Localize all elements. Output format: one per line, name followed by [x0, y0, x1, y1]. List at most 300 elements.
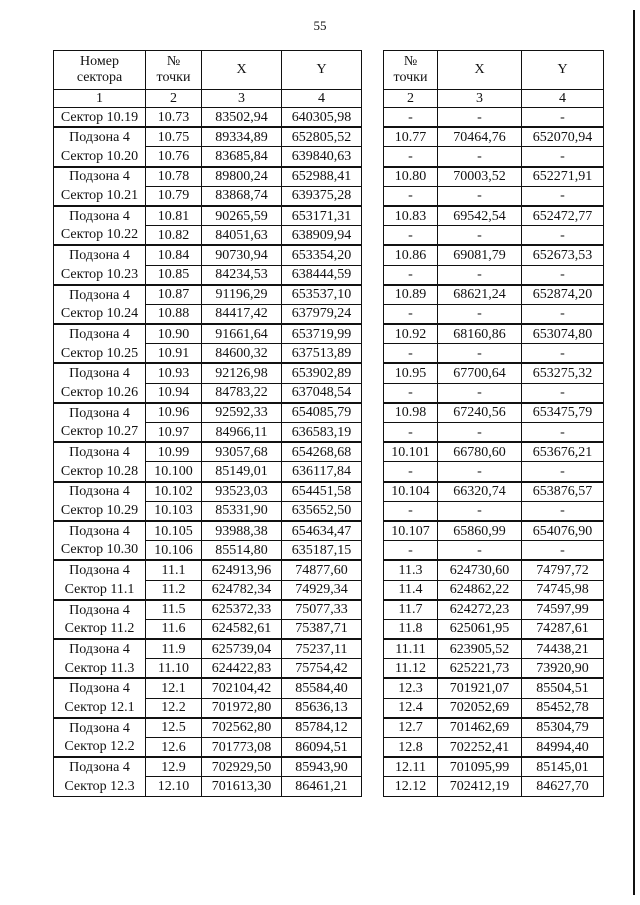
column-number: 4 [282, 90, 362, 108]
table-row [54, 698, 362, 718]
table-cell: 10.80 [384, 167, 438, 187]
table-cell: - [384, 344, 438, 364]
table-cell: 652070,94 [522, 127, 604, 147]
table-cell: 11.12 [384, 659, 438, 679]
table-cell: 75237,11 [282, 639, 362, 659]
table-cell: Сектор 10.25 [54, 344, 146, 364]
column-number: 3 [202, 90, 282, 108]
table-cell: Подзона 4 [54, 718, 146, 738]
table-cell: 65860,99 [438, 521, 522, 541]
table-row [54, 423, 362, 443]
table-cell: 68621,24 [438, 285, 522, 305]
table-cell: 86461,21 [282, 777, 362, 796]
table-cell: 10.79 [146, 186, 202, 206]
table-cell: 67700,64 [438, 363, 522, 383]
table-cell: - [438, 383, 522, 403]
table-row [384, 147, 604, 167]
right-table-body [384, 108, 604, 797]
table-cell: 701773,08 [202, 738, 282, 758]
table-row [384, 738, 604, 758]
table-cell: 74438,21 [522, 639, 604, 659]
table-cell: - [384, 265, 438, 285]
table-row [384, 757, 604, 777]
table-cell: 69542,54 [438, 206, 522, 226]
left-table-body [54, 108, 362, 797]
table-row [384, 718, 604, 738]
table-cell: Сектор 11.2 [54, 619, 146, 639]
table-cell: 85149,01 [202, 462, 282, 482]
table-row [384, 619, 604, 639]
table-cell: - [522, 462, 604, 482]
table-cell: - [522, 304, 604, 324]
table-cell: 84417,42 [202, 304, 282, 324]
table-row [54, 718, 362, 738]
table-cell: - [438, 304, 522, 324]
table-cell: 10.90 [146, 324, 202, 344]
table-cell: Подзона 4 [54, 324, 146, 344]
table-row [54, 777, 362, 796]
table-cell: - [522, 541, 604, 561]
table-cell: 702562,80 [202, 718, 282, 738]
table-row [54, 304, 362, 324]
table-row [54, 442, 362, 462]
table-cell: 91661,64 [202, 324, 282, 344]
right-column-numbers-row [384, 90, 604, 108]
table-row [384, 501, 604, 521]
table-row [54, 344, 362, 364]
table-row [54, 521, 362, 541]
table-cell: 10.87 [146, 285, 202, 305]
table-cell: - [522, 383, 604, 403]
table-cell: 85636,13 [282, 698, 362, 718]
table-cell: 654634,47 [282, 521, 362, 541]
table-row [54, 482, 362, 502]
table-cell: 10.83 [384, 206, 438, 226]
header-point-number: № точки [384, 51, 438, 90]
table-row [54, 580, 362, 600]
table-row [384, 383, 604, 403]
table-cell: 652472,77 [522, 206, 604, 226]
table-row [384, 678, 604, 698]
table-cell: - [438, 344, 522, 364]
table-cell: - [384, 383, 438, 403]
right-header-row [384, 51, 604, 90]
table-cell: 12.10 [146, 777, 202, 796]
table-cell: 84600,32 [202, 344, 282, 364]
table-cell: 624272,23 [438, 600, 522, 620]
table-cell: 10.103 [146, 501, 202, 521]
table-cell: Подзона 4 [54, 403, 146, 423]
table-cell: 653537,10 [282, 285, 362, 305]
table-row [384, 777, 604, 796]
table-cell: 640305,98 [282, 108, 362, 128]
table-cell: Подзона 4 [54, 167, 146, 187]
table-row [384, 108, 604, 128]
table-cell: 10.107 [384, 521, 438, 541]
table-cell: 702052,69 [438, 698, 522, 718]
table-cell: 10.86 [384, 245, 438, 265]
table-cell: 653074,80 [522, 324, 604, 344]
table-cell: Сектор 10.23 [54, 265, 146, 285]
table-cell: 89800,24 [202, 167, 282, 187]
table-row [54, 501, 362, 521]
table-cell: Сектор 10.21 [54, 186, 146, 206]
table-cell: 653676,21 [522, 442, 604, 462]
table-cell: 637979,24 [282, 304, 362, 324]
table-cell: - [522, 108, 604, 128]
table-cell: - [384, 186, 438, 206]
table-cell: - [384, 147, 438, 167]
table-cell: 10.85 [146, 265, 202, 285]
table-cell: 68160,86 [438, 324, 522, 344]
table-cell: 11.5 [146, 600, 202, 620]
table-cell: Сектор 10.26 [54, 383, 146, 403]
left-header-row [54, 51, 362, 90]
table-cell: 12.4 [384, 698, 438, 718]
table-cell: 10.78 [146, 167, 202, 187]
table-cell: 624422,83 [202, 659, 282, 679]
header-y: Y [522, 51, 604, 90]
table-cell: Сектор 11.1 [54, 580, 146, 600]
table-cell: 638909,94 [282, 226, 362, 246]
table-cell: 624913,96 [202, 560, 282, 580]
table-cell: - [384, 462, 438, 482]
table-cell: 10.82 [146, 226, 202, 246]
table-cell: 12.11 [384, 757, 438, 777]
table-cell: - [522, 423, 604, 443]
table-row [54, 147, 362, 167]
table-cell: 654451,58 [282, 482, 362, 502]
table-cell: 92592,33 [202, 403, 282, 423]
table-cell: 701613,30 [202, 777, 282, 796]
table-row [384, 186, 604, 206]
table-cell: 85452,78 [522, 698, 604, 718]
table-cell: 73920,90 [522, 659, 604, 679]
table-cell: 11.11 [384, 639, 438, 659]
table-cell: - [384, 108, 438, 128]
table-cell: 12.7 [384, 718, 438, 738]
table-cell: 12.5 [146, 718, 202, 738]
header-x: X [202, 51, 282, 90]
table-cell: 84966,11 [202, 423, 282, 443]
table-row [384, 423, 604, 443]
table-row [54, 226, 362, 246]
table-cell: 11.3 [384, 560, 438, 580]
table-cell: 10.100 [146, 462, 202, 482]
table-cell: 85784,12 [282, 718, 362, 738]
table-row [54, 265, 362, 285]
table-cell: 84051,63 [202, 226, 282, 246]
table-cell: 74877,60 [282, 560, 362, 580]
table-cell: Сектор 10.22 [54, 226, 146, 246]
table-row [54, 600, 362, 620]
table-cell: Подзона 4 [54, 482, 146, 502]
table-cell: - [522, 265, 604, 285]
table-row [384, 639, 604, 659]
table-cell: - [438, 147, 522, 167]
header-point-number: № точки [146, 51, 202, 90]
left-column-numbers-row [54, 90, 362, 108]
table-cell: 636117,84 [282, 462, 362, 482]
table-cell: 702104,42 [202, 678, 282, 698]
table-cell: 653475,79 [522, 403, 604, 423]
table-cell: 85943,90 [282, 757, 362, 777]
table-cell: - [384, 423, 438, 443]
table-row [384, 482, 604, 502]
table-cell: 639375,28 [282, 186, 362, 206]
table-cell: 83685,84 [202, 147, 282, 167]
table-cell: Подзона 4 [54, 206, 146, 226]
table-cell: 10.94 [146, 383, 202, 403]
table-cell: 653354,20 [282, 245, 362, 265]
table-cell: Сектор 11.3 [54, 659, 146, 679]
table-cell: 86094,51 [282, 738, 362, 758]
table-cell: - [438, 265, 522, 285]
table-cell: 12.9 [146, 757, 202, 777]
table-cell: Сектор 12.3 [54, 777, 146, 796]
table-cell: 10.89 [384, 285, 438, 305]
table-cell: 12.3 [384, 678, 438, 698]
table-cell: 653275,32 [522, 363, 604, 383]
table-row [54, 659, 362, 679]
table-cell: Сектор 12.1 [54, 698, 146, 718]
table-cell: - [522, 147, 604, 167]
table-cell: 624582,61 [202, 619, 282, 639]
table-cell: 85145,01 [522, 757, 604, 777]
table-cell: 67240,56 [438, 403, 522, 423]
table-row [384, 206, 604, 226]
table-cell: Подзона 4 [54, 678, 146, 698]
table-cell: Подзона 4 [54, 245, 146, 265]
table-cell: 701972,80 [202, 698, 282, 718]
table-cell: 625372,33 [202, 600, 282, 620]
table-cell: - [384, 304, 438, 324]
table-cell: 635652,50 [282, 501, 362, 521]
table-cell: - [522, 344, 604, 364]
table-row [54, 560, 362, 580]
table-cell: - [522, 226, 604, 246]
table-cell: 11.1 [146, 560, 202, 580]
table-cell: 652805,52 [282, 127, 362, 147]
column-number: 4 [522, 90, 604, 108]
left-coordinates-table [53, 50, 362, 797]
table-cell: 653902,89 [282, 363, 362, 383]
table-cell: Сектор 10.20 [54, 147, 146, 167]
table-cell: 85504,51 [522, 678, 604, 698]
table-cell: 93523,03 [202, 482, 282, 502]
table-row [384, 226, 604, 246]
table-cell: 91196,29 [202, 285, 282, 305]
table-cell: 10.75 [146, 127, 202, 147]
table-cell: - [384, 226, 438, 246]
table-cell: 11.7 [384, 600, 438, 620]
table-cell: - [438, 108, 522, 128]
table-cell: - [438, 541, 522, 561]
table-cell: Подзона 4 [54, 600, 146, 620]
table-cell: 83868,74 [202, 186, 282, 206]
table-cell: 11.9 [146, 639, 202, 659]
table-cell: 84234,53 [202, 265, 282, 285]
table-row [54, 186, 362, 206]
table-row [54, 462, 362, 482]
table-row [54, 403, 362, 423]
table-cell: Подзона 4 [54, 127, 146, 147]
table-cell: 74597,99 [522, 600, 604, 620]
table-cell: 11.10 [146, 659, 202, 679]
table-cell: 10.96 [146, 403, 202, 423]
table-cell: 70464,76 [438, 127, 522, 147]
table-cell: 85514,80 [202, 541, 282, 561]
table-cell: 639840,63 [282, 147, 362, 167]
table-row [384, 285, 604, 305]
table-row [384, 698, 604, 718]
table-cell: 90265,59 [202, 206, 282, 226]
table-cell: 637513,89 [282, 344, 362, 364]
table-cell: Подзона 4 [54, 442, 146, 462]
table-cell: 92126,98 [202, 363, 282, 383]
table-row [54, 245, 362, 265]
header-x: X [438, 51, 522, 90]
table-cell: 635187,15 [282, 541, 362, 561]
table-cell: Сектор 10.27 [54, 423, 146, 443]
table-cell: 11.8 [384, 619, 438, 639]
table-row [384, 560, 604, 580]
table-row [384, 363, 604, 383]
table-cell: 10.77 [384, 127, 438, 147]
table-cell: 623905,52 [438, 639, 522, 659]
scan-edge-line [633, 10, 635, 895]
table-cell: 638444,59 [282, 265, 362, 285]
table-cell: 84994,40 [522, 738, 604, 758]
table-cell: 10.92 [384, 324, 438, 344]
table-row [384, 265, 604, 285]
table-row [384, 580, 604, 600]
table-cell: 653876,57 [522, 482, 604, 502]
table-cell: 653719,99 [282, 324, 362, 344]
table-row [384, 403, 604, 423]
table-cell: 11.4 [384, 580, 438, 600]
table-cell: 701462,69 [438, 718, 522, 738]
table-cell: 83502,94 [202, 108, 282, 128]
table-cell: Подзона 4 [54, 757, 146, 777]
table-cell: 10.73 [146, 108, 202, 128]
table-cell: 69081,79 [438, 245, 522, 265]
table-cell: - [522, 186, 604, 206]
table-cell: 12.12 [384, 777, 438, 796]
table-cell: 74929,34 [282, 580, 362, 600]
table-cell: - [438, 423, 522, 443]
table-row [54, 678, 362, 698]
table-cell: 10.104 [384, 482, 438, 502]
table-cell: Сектор 10.24 [54, 304, 146, 324]
table-row [384, 127, 604, 147]
table-cell: 652673,53 [522, 245, 604, 265]
table-cell: 624862,22 [438, 580, 522, 600]
table-cell: 653171,31 [282, 206, 362, 226]
header-y: Y [282, 51, 362, 90]
table-row [384, 324, 604, 344]
table-cell: 652988,41 [282, 167, 362, 187]
table-cell: 12.2 [146, 698, 202, 718]
table-cell: - [384, 501, 438, 521]
table-cell: 10.93 [146, 363, 202, 383]
table-row [54, 324, 362, 344]
table-cell: Сектор 12.2 [54, 738, 146, 758]
table-cell: 701095,99 [438, 757, 522, 777]
column-number: 2 [146, 90, 202, 108]
table-row [384, 245, 604, 265]
table-cell: Сектор 10.30 [54, 541, 146, 561]
table-cell: 85331,90 [202, 501, 282, 521]
table-cell: 12.6 [146, 738, 202, 758]
table-cell: - [522, 501, 604, 521]
table-row [54, 285, 362, 305]
table-cell: - [438, 462, 522, 482]
table-row [384, 462, 604, 482]
table-row [54, 738, 362, 758]
table-row [54, 206, 362, 226]
table-cell: 93988,38 [202, 521, 282, 541]
table-row [54, 541, 362, 561]
table-cell: 637048,54 [282, 383, 362, 403]
table-cell: 75387,71 [282, 619, 362, 639]
table-cell: 74287,61 [522, 619, 604, 639]
table-cell: 10.84 [146, 245, 202, 265]
table-row [54, 639, 362, 659]
table-cell: 624782,34 [202, 580, 282, 600]
table-cell: 70003,52 [438, 167, 522, 187]
table-cell: - [438, 501, 522, 521]
table-cell: 84627,70 [522, 777, 604, 796]
table-cell: 10.97 [146, 423, 202, 443]
table-cell: 10.99 [146, 442, 202, 462]
table-cell: Сектор 10.29 [54, 501, 146, 521]
table-cell: Подзона 4 [54, 363, 146, 383]
table-cell: 11.2 [146, 580, 202, 600]
table-cell: 75077,33 [282, 600, 362, 620]
table-cell: 702412,19 [438, 777, 522, 796]
table-cell: 10.105 [146, 521, 202, 541]
table-cell: 11.6 [146, 619, 202, 639]
table-cell: 652874,20 [522, 285, 604, 305]
table-row [384, 442, 604, 462]
table-cell: 625221,73 [438, 659, 522, 679]
right-coordinates-table [383, 50, 604, 797]
table-cell: 636583,19 [282, 423, 362, 443]
table-cell: 85584,40 [282, 678, 362, 698]
table-row [54, 363, 362, 383]
table-row [384, 521, 604, 541]
table-row [54, 757, 362, 777]
table-cell: 652271,91 [522, 167, 604, 187]
table-cell: 10.81 [146, 206, 202, 226]
table-cell: - [384, 541, 438, 561]
column-number: 2 [384, 90, 438, 108]
table-cell: 89334,89 [202, 127, 282, 147]
column-number: 3 [438, 90, 522, 108]
table-cell: 93057,68 [202, 442, 282, 462]
table-cell: 66780,60 [438, 442, 522, 462]
table-cell: 624730,60 [438, 560, 522, 580]
table-row [54, 619, 362, 639]
table-cell: 10.106 [146, 541, 202, 561]
table-cell: 702252,41 [438, 738, 522, 758]
table-row [384, 167, 604, 187]
table-cell: 654076,90 [522, 521, 604, 541]
table-cell: - [438, 186, 522, 206]
table-cell: 75754,42 [282, 659, 362, 679]
table-cell: 625739,04 [202, 639, 282, 659]
